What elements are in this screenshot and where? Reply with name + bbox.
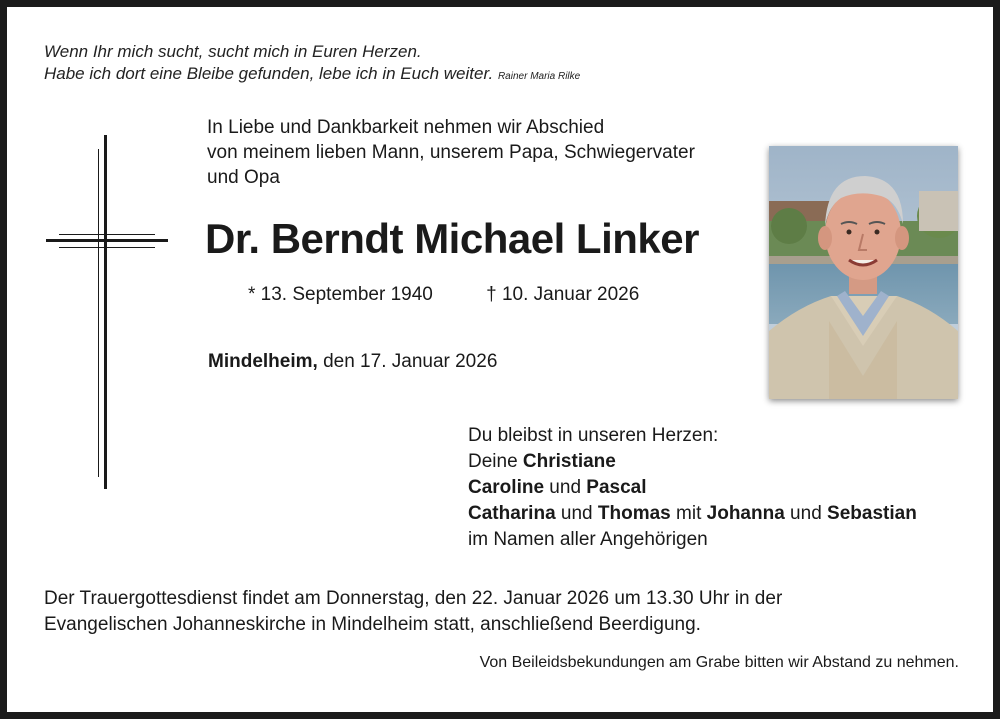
name-pascal: Pascal [586, 477, 647, 498]
intro-line-3: und Opa [207, 167, 280, 188]
notice-date: den 17. Januar 2026 [317, 351, 498, 372]
family-line-1-prefix: Deine [468, 451, 523, 472]
name-christiane: Christiane [522, 451, 616, 472]
family-line-4: im Namen aller Angehörigen [468, 529, 708, 550]
family-signatures [468, 423, 917, 553]
intro-line-2: von meinem lieben Mann, unserem Papa, Schwiegervater [207, 142, 695, 163]
intro-text [207, 115, 695, 190]
quote-author: Rainer Maria Rilke [497, 71, 581, 82]
birth-date: * 13. September 1940 [248, 284, 433, 305]
rilke-quote [44, 41, 580, 88]
family-heading: Du bleibst in unseren Herzen: [468, 425, 719, 446]
family-line-3-with: mit [670, 503, 707, 524]
condolence-request: Von Beileidsbekundungen am Grabe bitten wir Abstand zu nehmen. [479, 654, 959, 671]
funeral-service-info [44, 586, 782, 638]
family-line-2-and: und [544, 477, 587, 498]
name-thomas: Thomas [597, 503, 671, 524]
quote-line-2 [44, 63, 580, 88]
service-line-2: Evangelischen Johanneskirche in Mindelheim statt, anschließend Beerdigung. [44, 614, 701, 635]
deceased-name: Dr. Berndt Michael Linker [205, 215, 699, 262]
intro-line-1: In Liebe und Dankbarkeit nehmen wir Abschied [207, 117, 605, 138]
family-line-2 [468, 475, 917, 501]
quote-line-2-text: Habe ich dort eine Bleibe gefunden, lebe ich in Euch weiter. [44, 64, 494, 83]
name-sebastian: Sebastian [827, 503, 917, 524]
family-line-3-and-2: und [784, 503, 828, 524]
quote-line-1: Wenn Ihr mich sucht, sucht mich in Euren Herzen. [44, 42, 422, 61]
name-johanna: Johanna [706, 503, 785, 524]
family-line-3-and: und [555, 503, 598, 524]
life-dates [248, 284, 639, 306]
place-name: Mindelheim, [208, 351, 318, 372]
family-line-1 [468, 449, 917, 475]
portrait-photo [769, 146, 958, 399]
name-caroline: Caroline [468, 477, 545, 498]
place-date [208, 351, 497, 373]
obituary-notice [7, 7, 993, 712]
name-catharina: Catharina [468, 503, 556, 524]
family-line-3 [468, 501, 917, 527]
service-line-1: Der Trauergottesdienst findet am Donnerstag, den 22. Januar 2026 um 13.30 Uhr in der [44, 588, 783, 609]
death-date: † 10. Januar 2026 [486, 284, 640, 305]
